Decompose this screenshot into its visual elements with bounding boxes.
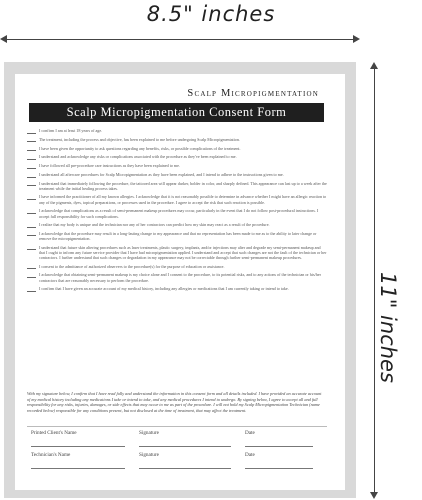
technician-date-label: Date (245, 451, 255, 458)
client-date-line[interactable] (245, 446, 313, 447)
height-dimension (366, 62, 422, 500)
consent-item (27, 222, 327, 228)
consent-item (27, 137, 327, 143)
height-dimension-line (374, 66, 375, 496)
technician-signature-row (27, 452, 327, 474)
consent-item (27, 172, 327, 178)
consent-item (27, 208, 327, 219)
consent-item-text: I realize that my body is unique and the technician nor any of her contractors can predict how my skin may react as a result of the procedure. (39, 222, 270, 228)
initial-blank[interactable] (27, 222, 36, 228)
initial-blank[interactable] (27, 231, 36, 237)
technician-name-line[interactable] (31, 468, 125, 469)
client-date-label: Date (245, 429, 255, 436)
consent-item-text: I acknowledge that complications as a result of semi-permanent makeup procedures may occur, particularly in the event that I do not follow post-procedural instructions. I accept full responsibility for such complications. (39, 208, 319, 219)
initial-blank[interactable] (27, 264, 36, 270)
client-name-label: Printed Client's Name (31, 429, 77, 436)
initial-blank[interactable] (27, 208, 36, 214)
consent-items-list (27, 128, 327, 295)
consent-item (27, 245, 327, 261)
initial-blank[interactable] (27, 128, 36, 134)
consent-item-text: I have been given the opportunity to ask questions regarding any benefits, risks, or possible complications of the treatment. (39, 145, 241, 151)
consent-item (27, 286, 327, 292)
width-label: 8.5" inches (146, 2, 276, 26)
consent-item-text: I confirm that I have given an accurate account of my medical history, including any allergies or medications that I am currently taking or intend to take. (39, 286, 289, 292)
initial-blank[interactable] (27, 137, 36, 143)
consent-item (27, 181, 327, 192)
width-dimension (0, 0, 422, 46)
client-signature-label: Signature (139, 429, 159, 436)
document-header: Scalp Micropigmentation (187, 88, 319, 99)
consent-form-page (15, 74, 345, 490)
consent-item (27, 194, 327, 205)
technician-name-label: Technician's Name (31, 451, 71, 458)
consent-item-text: The treatment, including the process and objective, has been explained to me before undergoing Scalp Micropigmentation. (39, 136, 240, 142)
document-frame (4, 62, 356, 498)
consent-item-text: I have followed all pre-procedure care instructions as they have been explained to me. (39, 163, 180, 169)
consent-item (27, 264, 327, 270)
initial-blank[interactable] (27, 146, 36, 152)
height-label: 11" inches (376, 272, 400, 383)
client-signature-line[interactable] (139, 446, 231, 447)
signature-divider (27, 426, 327, 427)
consent-item (27, 146, 327, 152)
consent-item-text: I have informed the practitioner of all my known allergies. I acknowledge that it is not reasonably possible to determine in advance whether I might have an allergic reaction to any of the pigments, dyes, topical preparations, or processes used in the procedure. I agree to accept the risk that such reaction is possible. (39, 194, 327, 205)
technician-signature-label: Signature (139, 451, 159, 458)
consent-item (27, 128, 327, 134)
initial-blank[interactable] (27, 272, 36, 278)
technician-signature-line[interactable] (139, 468, 231, 469)
consent-item-text: I confirm I am at least 18 years of age. (39, 128, 103, 133)
initial-blank[interactable] (27, 194, 36, 200)
signature-block (27, 426, 327, 474)
consent-item-text: I acknowledge that the procedure may result in a long-lasting change to my appearance and that no representation has been made to me as to the ability to later change or remove the micropigmentation. (39, 230, 317, 242)
consent-item-text: I consent to the admittance of authorized observers to the procedure(s) for the purpose of education or assistance. (39, 263, 225, 269)
signature-statement: With my signature below, I confirm that I have read fully and understand the information in this consent form and all details included. I have provided an accurate account of my medical history including any medications I take or intend to take, and any medical procedures I intend to undergo. By signing below, I agree to accept all and full responsibility for any risks, injuries, damages, or side effects that may occur to me as part of the procedure. I will not hold my Scalp Micropigmentation Technician (name recorded below) responsible for any conditions present, but not disclosed at the time of treatment, that may affect the treatment. (27, 391, 322, 414)
consent-item (27, 231, 327, 242)
consent-item-text: I acknowledge that obtaining semi-permanent makeup is my choice alone and I consent to the procedure, to its potential risks, and to any actions of the technician or his/her contractors that are reasonably necessary to perform the procedure. (39, 272, 321, 283)
initial-blank[interactable] (27, 163, 36, 169)
arrow-right-icon (353, 35, 360, 43)
width-dimension-line (4, 39, 356, 40)
technician-date-line[interactable] (245, 468, 313, 469)
consent-item (27, 272, 327, 283)
consent-item (27, 163, 327, 169)
document-title: Scalp Micropigmentation Consent Form (29, 103, 324, 122)
arrow-down-icon (370, 492, 378, 499)
initial-blank[interactable] (27, 172, 36, 178)
consent-item (27, 154, 327, 160)
consent-item-text: I understand and acknowledge any risks or complications associated with the procedure as they've been explained to me. (39, 154, 237, 160)
consent-item-text: I understand that immediately following the procedure, the tattooed area will appear darker, bolder in color, and sharply defined. This appearance can last up to a week after the treatment while the initial healing process takes. (39, 180, 327, 191)
initial-blank[interactable] (27, 286, 36, 292)
consent-item-text: I understand all aftercare procedures for Scalp Micropigmentation as they have been explained, and I intend to adhere to the instructions given to me. (39, 171, 284, 177)
consent-item-text: I understand that future skin altering procedures such as laser treatments, plastic surgery, implants, and/or injections may alter and degrade my semi-permanent makeup and that I ought to inform any future service provider that I have had micropigmentation applied. I understand and accept that such changes are not the fault of the technician or her contractors. I further understand that such changes or degradation in my appearance may not be correctable through further semi-permanent makeup procedures. (39, 244, 327, 261)
initial-blank[interactable] (27, 245, 36, 251)
client-signature-row (27, 430, 327, 452)
initial-blank[interactable] (27, 154, 36, 160)
initial-blank[interactable] (27, 181, 36, 187)
client-name-line[interactable] (31, 446, 125, 447)
